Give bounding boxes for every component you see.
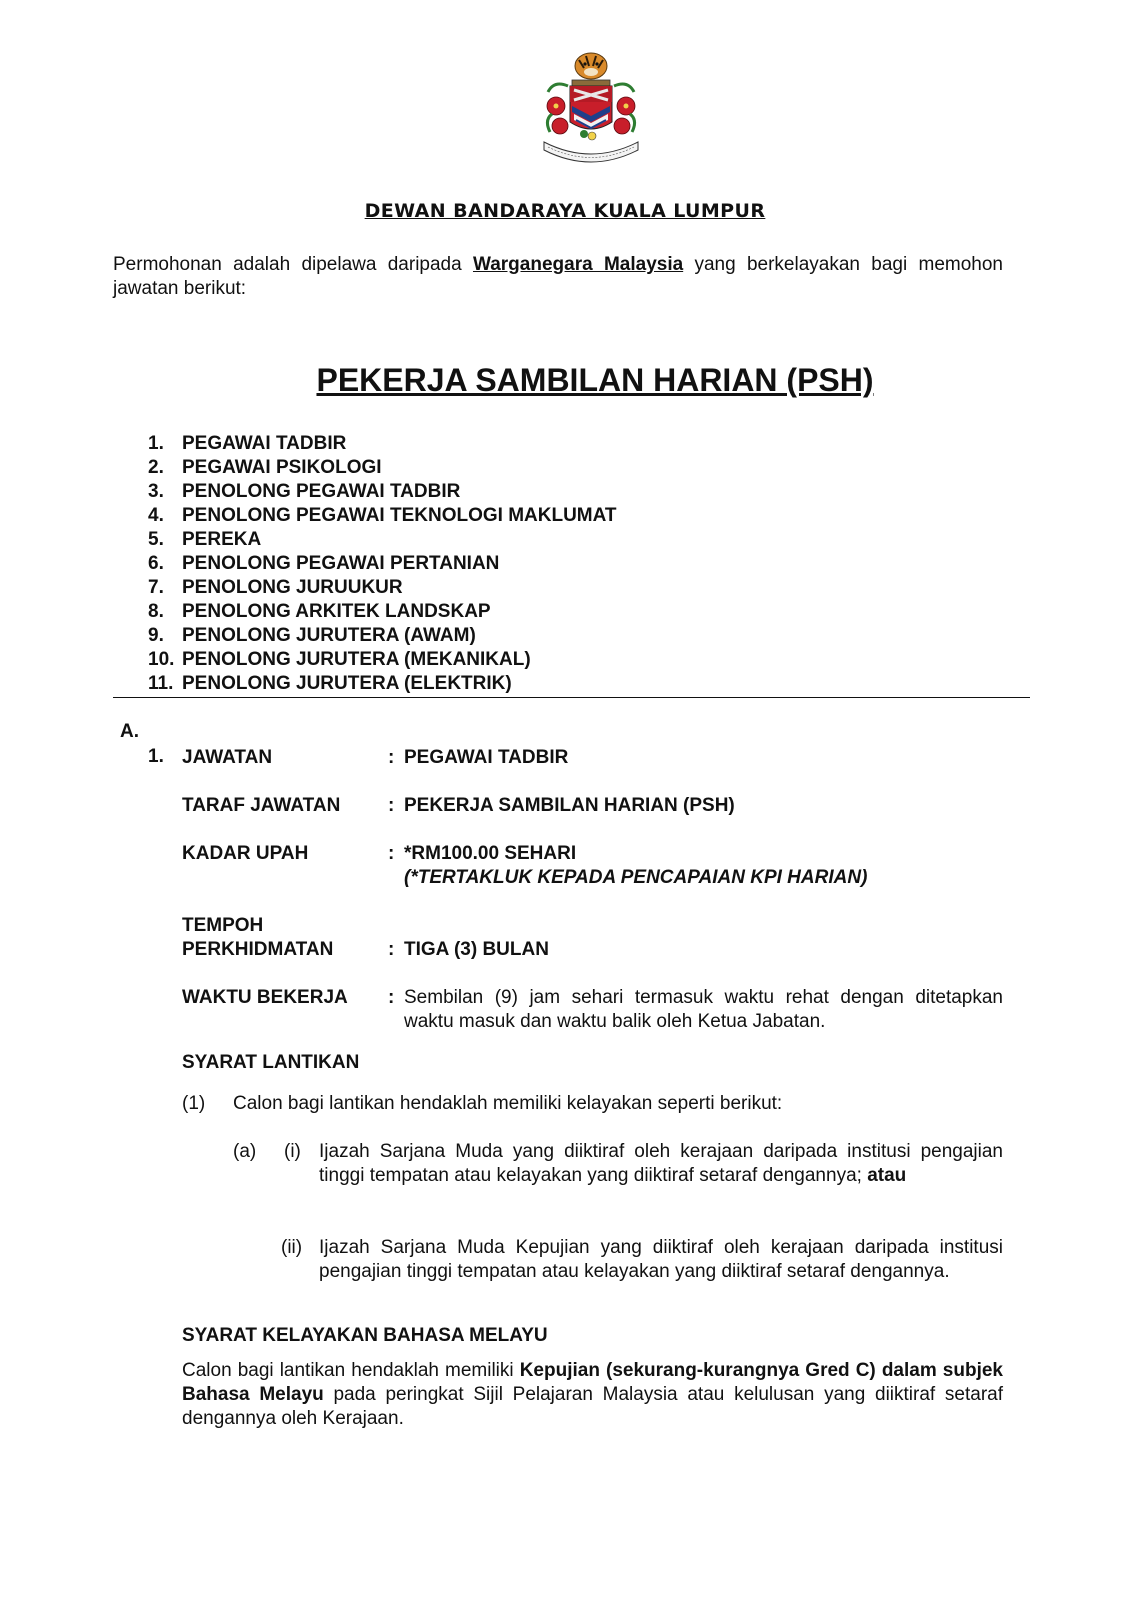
syarat-lantikan-heading: SYARAT LANTIKAN — [182, 1052, 360, 1073]
intro-highlight: Warganegara Malaysia — [472, 254, 684, 275]
organization-name: DEWAN BANDARAYA KUALA LUMPUR — [364, 200, 766, 222]
syarat-bahasa-text-start: Calon bagi lantikan hendaklah memiliki — [182, 1360, 520, 1381]
position-item — [148, 648, 617, 672]
position-label: PENOLONG JURUTERA (ELEKTRIK) — [182, 673, 512, 694]
qualification-i-text: Ijazah Sarjana Muda yang diiktiraf oleh kerajaan daripada institusi pengajian tinggi tempatan atau kelayakan yang diiktiraf setaraf dengannya; — [319, 1141, 1003, 1186]
colon: : — [388, 747, 395, 768]
colon: : — [388, 843, 395, 864]
position-item — [148, 504, 617, 528]
roman-i: (i) — [284, 1141, 301, 1162]
position-label: PENOLONG JURUTERA (MEKANIKAL) — [182, 649, 531, 670]
kadar-note: (*TERTAKLUK KEPADA PENCAPAIAN KPI HARIAN) — [404, 867, 868, 888]
taraf-value: PEKERJA SAMBILAN HARIAN (PSH) — [404, 795, 735, 816]
colon: : — [388, 795, 395, 816]
positions-list — [148, 432, 617, 696]
page-title: PEKERJA SAMBILAN HARIAN (PSH) — [316, 362, 874, 398]
position-number: 8. — [148, 601, 164, 622]
intro-text-end: yang berkelayakan bagi memohon jawatan berikut: — [113, 254, 1003, 299]
intro-paragraph — [113, 253, 1003, 301]
position-item — [148, 432, 617, 456]
position-number: 4. — [148, 505, 164, 526]
position-label: PENOLONG PEGAWAI PERTANIAN — [182, 553, 500, 574]
point-text: Calon bagi lantikan hendaklah memiliki kelayakan seperti berikut: — [233, 1093, 783, 1114]
position-item — [148, 600, 617, 624]
section-letter: A. — [120, 721, 139, 742]
position-number: 9. — [148, 625, 164, 646]
position-item — [148, 480, 617, 504]
taraf-label: TARAF JAWATAN — [182, 795, 341, 816]
kadar-label: KADAR UPAH — [182, 843, 309, 864]
syarat-bahasa-text — [182, 1359, 1003, 1431]
position-number: 3. — [148, 481, 164, 502]
point-number: (1) — [182, 1093, 206, 1114]
position-label: PEGAWAI TADBIR — [182, 433, 347, 454]
waktu-label: WAKTU BEKERJA — [182, 987, 348, 1008]
qualification-i — [319, 1140, 1003, 1188]
position-number: 2. — [148, 457, 164, 478]
dbkl-crest-logo — [534, 50, 648, 170]
tempoh-label-line2: PERKHIDMATAN — [182, 939, 334, 960]
position-label: PENOLONG PEGAWAI TADBIR — [182, 481, 461, 502]
position-label: PEGAWAI PSIKOLOGI — [182, 457, 382, 478]
syarat-bahasa-text-end: pada peringkat Sijil Pelajaran Malaysia atau kelulusan yang diiktiraf setaraf dengannya oleh Kerajaan. — [182, 1384, 1003, 1429]
position-item — [148, 576, 617, 600]
jawatan-label: JAWATAN — [182, 747, 273, 768]
position-number: 6. — [148, 553, 164, 574]
position-item — [148, 552, 617, 576]
jawatan-value: PEGAWAI TADBIR — [404, 747, 569, 768]
syarat-bahasa-heading: SYARAT KELAYAKAN BAHASA MELAYU — [182, 1325, 548, 1346]
position-number: 1. — [148, 433, 164, 454]
qualification-i-or: atau — [867, 1165, 907, 1186]
position-number: 10. — [148, 649, 175, 670]
syarat-bahasa-text-bold: Kepujian (sekurang-kurangnya Gred C) dalam subjek Bahasa Melayu — [182, 1360, 1003, 1405]
tempoh-label-line1: TEMPOH — [182, 915, 264, 936]
position-number: 7. — [148, 577, 164, 598]
kadar-value: *RM100.00 SEHARI — [404, 843, 577, 864]
item-number: 1. — [148, 746, 164, 767]
position-label: PENOLONG JURUTERA (AWAM) — [182, 625, 476, 646]
waktu-value: Sembilan (9) jam sehari termasuk waktu rehat dengan ditetapkan waktu masuk dan waktu balik oleh Ketua Jabatan. — [404, 987, 1003, 1032]
sub-point-a: (a) — [233, 1141, 257, 1162]
position-number: 5. — [148, 529, 164, 550]
section-divider — [113, 697, 1030, 698]
intro-text: Permohonan adalah dipelawa daripada — [113, 254, 473, 275]
position-label: PEREKA — [182, 529, 262, 550]
position-item — [148, 672, 617, 696]
position-label: PENOLONG ARKITEK LANDSKAP — [182, 601, 491, 622]
position-label: PENOLONG PEGAWAI TEKNOLOGI MAKLUMAT — [182, 505, 617, 526]
colon: : — [388, 987, 395, 1008]
position-label: PENOLONG JURUUKUR — [182, 577, 403, 598]
position-item — [148, 456, 617, 480]
position-item — [148, 528, 617, 552]
position-item — [148, 624, 617, 648]
qualification-ii: Ijazah Sarjana Muda Kepujian yang diiktiraf oleh kerajaan daripada institusi pengajian tinggi tempatan atau kelayakan yang diiktiraf setaraf dengannya. — [319, 1237, 1003, 1282]
tempoh-value: TIGA (3) BULAN — [404, 939, 549, 960]
roman-ii: (ii) — [281, 1237, 303, 1258]
position-number: 11. — [148, 673, 174, 694]
colon: : — [388, 939, 395, 960]
